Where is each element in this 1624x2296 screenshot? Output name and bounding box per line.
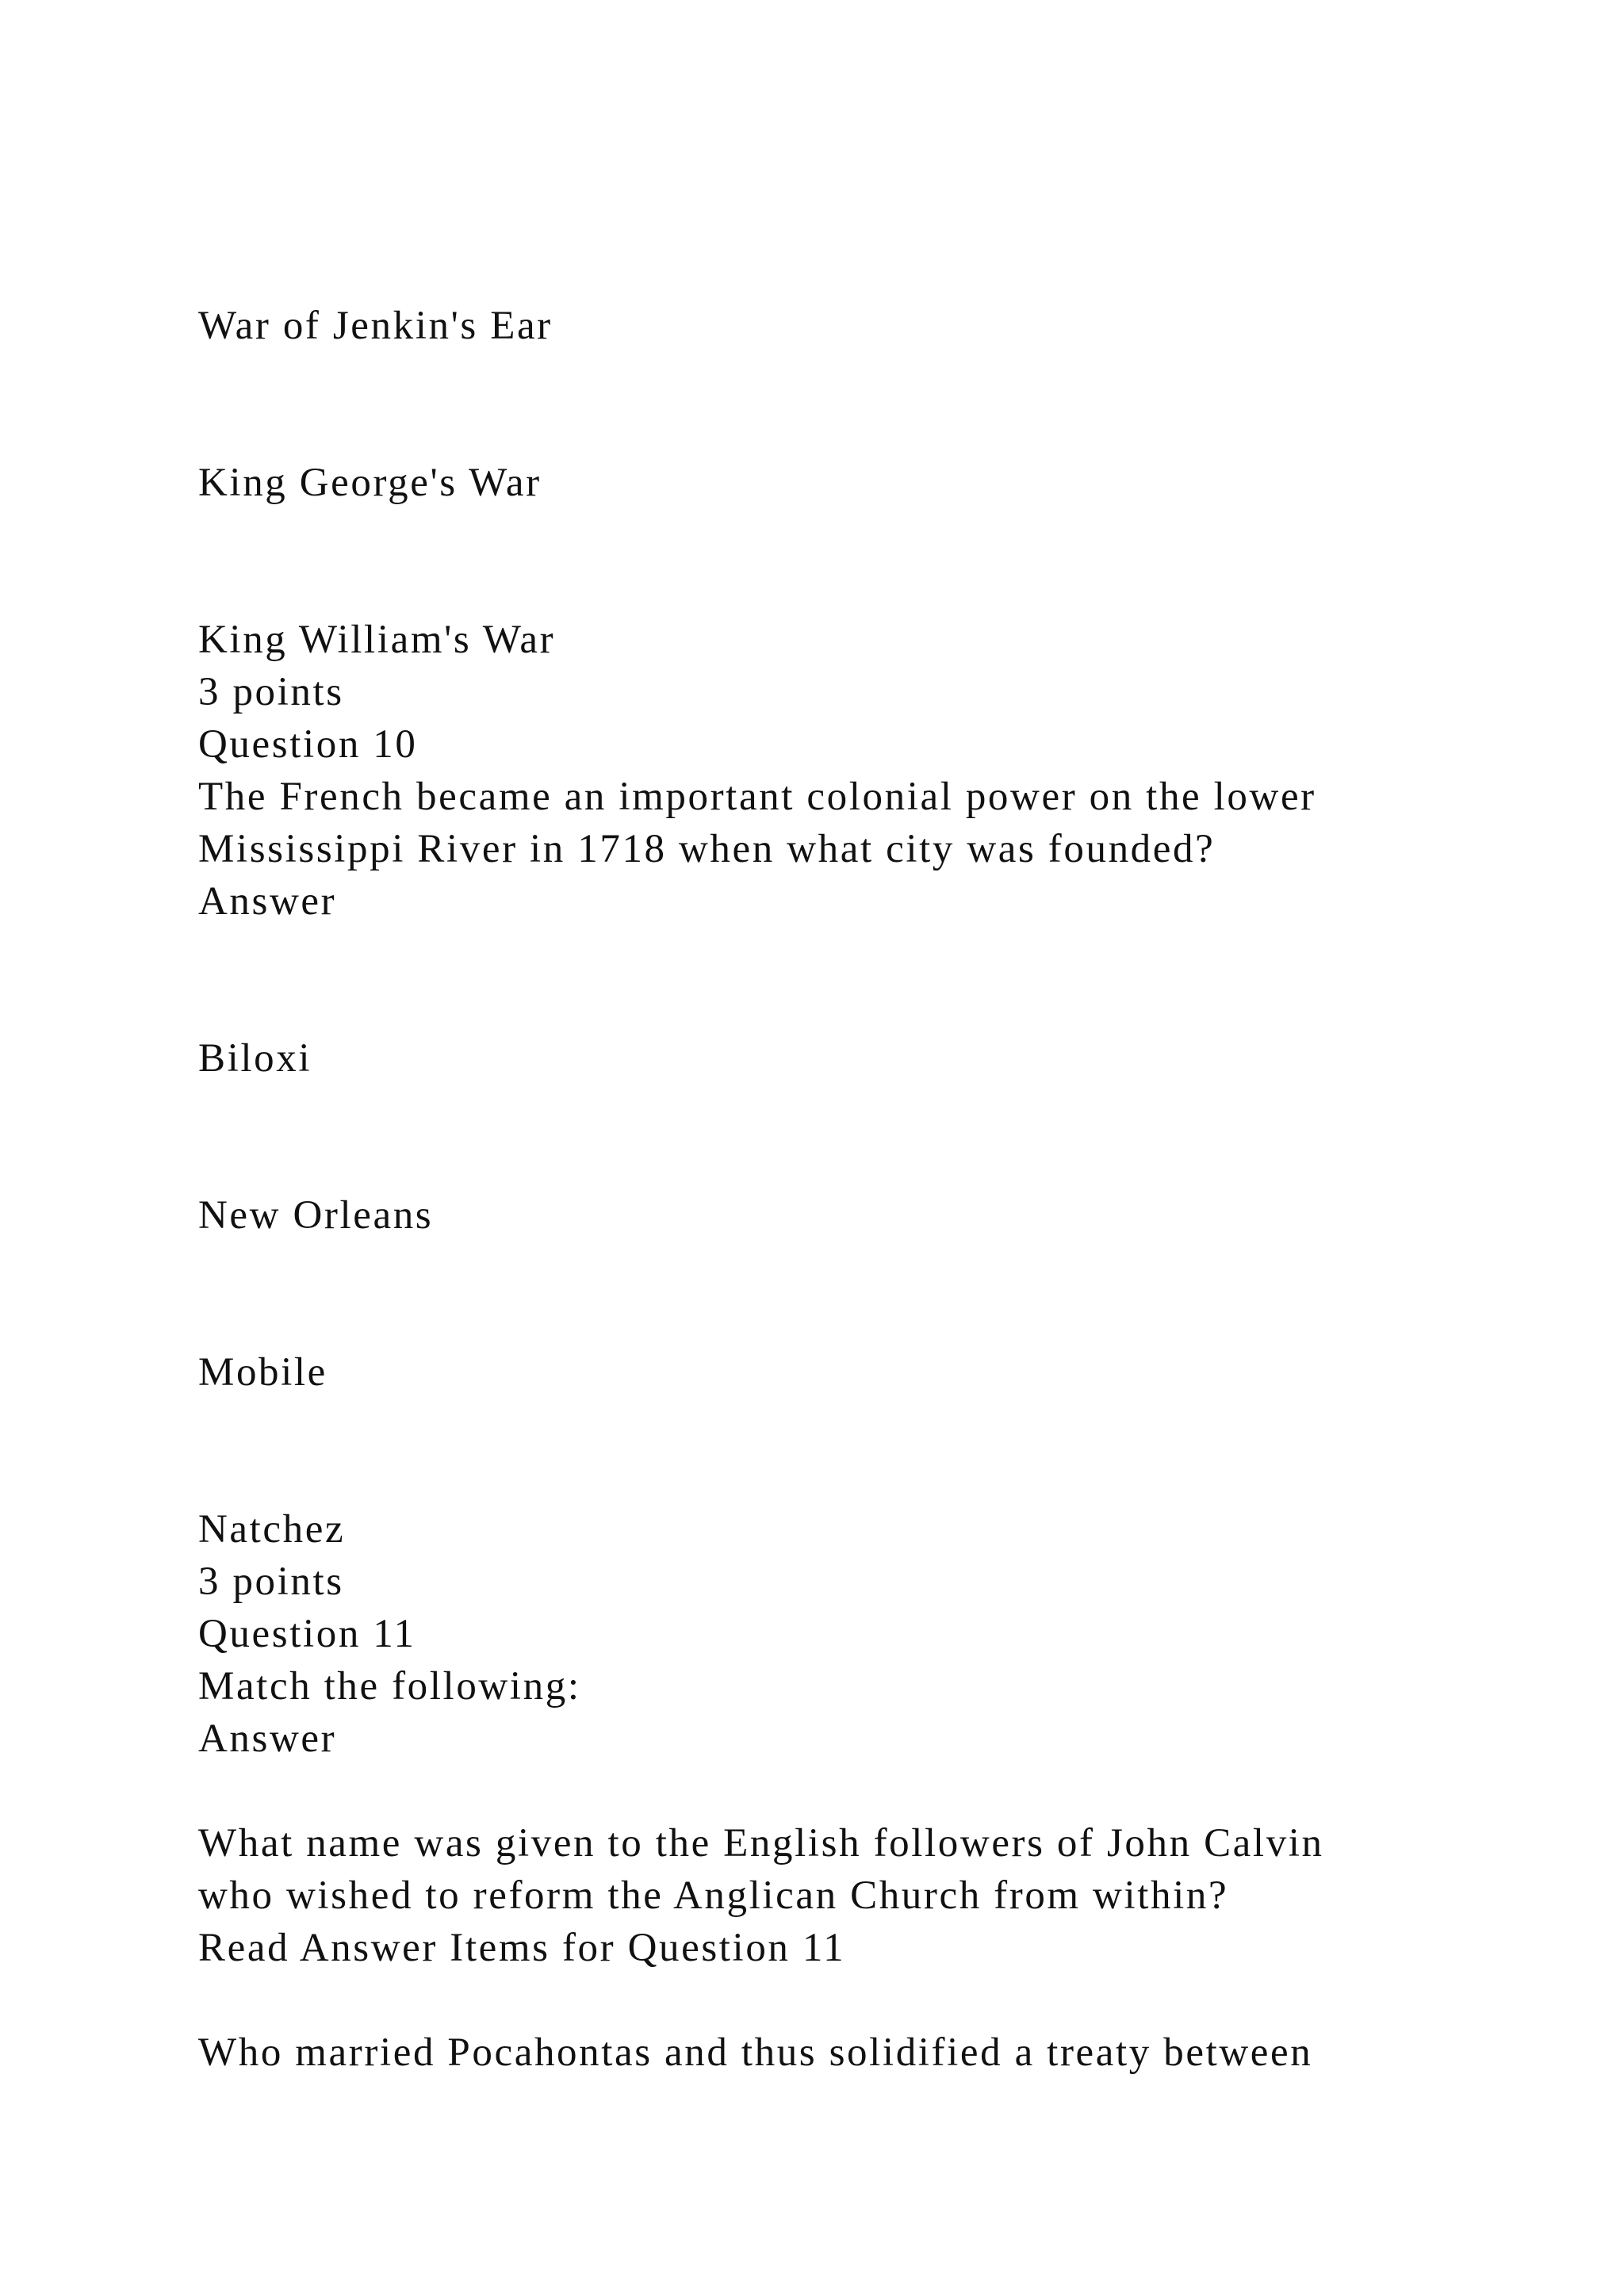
match-item-text: What name was given to the English followers of John Calvin [198, 1821, 1324, 1866]
answer-option: Natchez [198, 1507, 346, 1552]
answer-option: King William's War [198, 618, 556, 662]
points-label: 3 points [198, 670, 344, 714]
match-item-text: Who married Pocahontas and thus solidified a treaty between [198, 2030, 1313, 2075]
answer-label: Answer [198, 879, 337, 924]
read-answer-items-link[interactable]: Read Answer Items for Question 11 [198, 1926, 846, 1970]
points-label: 3 points [198, 1559, 344, 1604]
answer-option: King George's War [198, 461, 542, 505]
answer-option: Mobile [198, 1350, 327, 1395]
match-item-text: who wished to reform the Anglican Church from within? [198, 1873, 1229, 1918]
answer-option: Biloxi [198, 1036, 312, 1081]
answer-label: Answer [198, 1716, 337, 1761]
question-title: Question 11 [198, 1612, 416, 1656]
answer-option: War of Jenkin's Ear [198, 304, 553, 348]
question-text: The French became an important colonial power on the lower [198, 775, 1316, 819]
answer-option: New Orleans [198, 1193, 434, 1238]
question-title: Question 10 [198, 722, 418, 767]
question-text: Match the following: [198, 1664, 581, 1709]
question-text: Mississippi River in 1718 when what city was founded? [198, 827, 1216, 871]
